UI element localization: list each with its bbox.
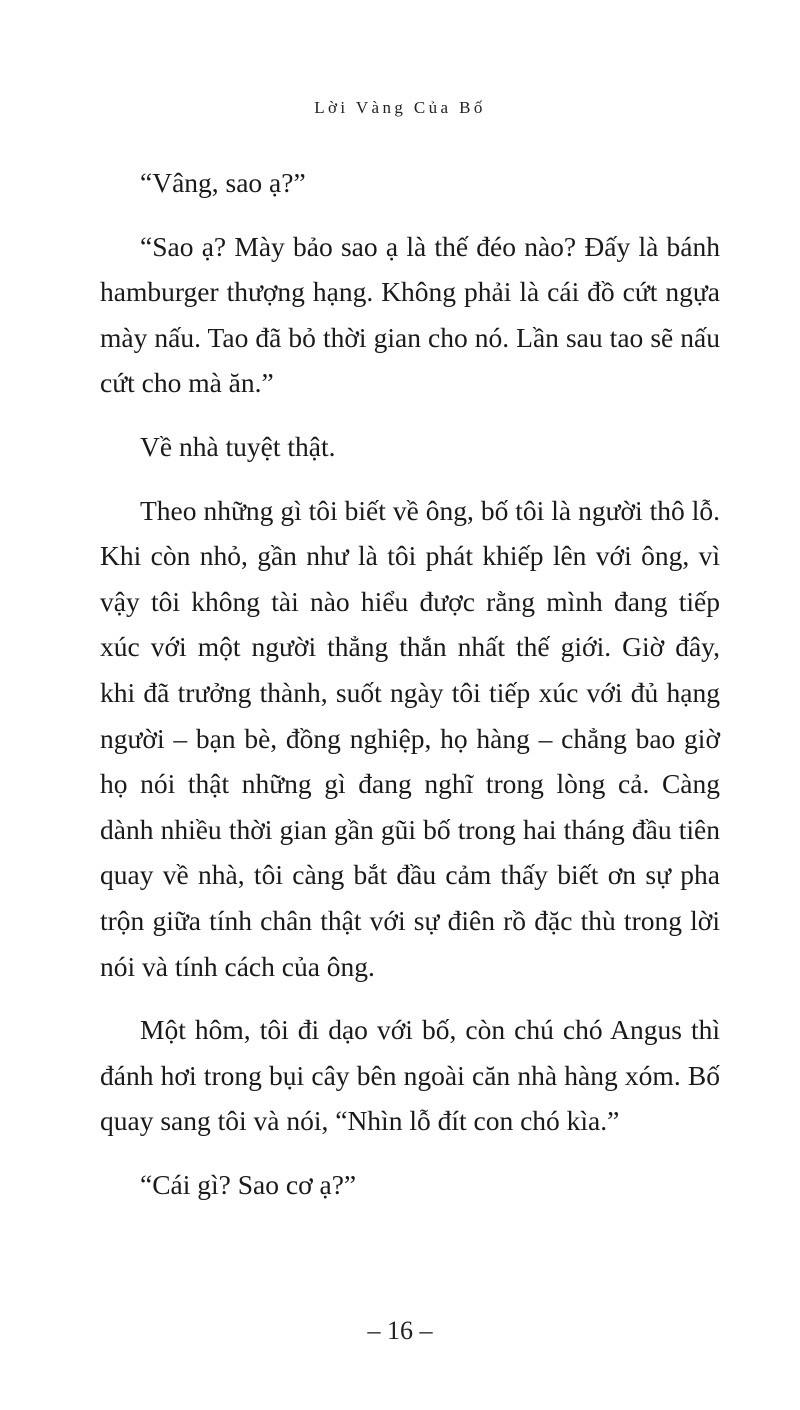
body-text: [100, 160, 720, 1225]
paragraph-3: Về nhà tuyệt thật.: [140, 430, 336, 462]
paragraph-1: “Vâng, sao ạ?”: [140, 167, 306, 198]
paragraph-4: Theo những gì tôi biết về ông, bố tôi là người thô lỗ. Khi còn nhỏ, gần như là tôi phát khiếp lên với ông, vì vậy tôi không tài nào hiểu được rằng mình đang tiếp xúc với một người thẳng thắn nhất thế giới. Giờ đây, khi đã trưởng thành, suốt ngày tôi tiếp xúc với đủ hạng người – bạn bè, đồng nghiệp, họ hàng – chẳng bao giờ họ nói thật những gì đang nghĩ trong lòng cả. Càng dành nhiều thời gian gần gũi bố trong hai tháng đầu tiên quay về nhà, tôi càng bắt đầu cảm thấy biết ơn sự pha trộn giữa tính chân thật với sự điên rồ đặc thù trong lời nói và tính cách của ông.: [100, 494, 720, 982]
running-header: Lời Vàng Của Bố: [314, 98, 486, 117]
paragraph-2: “Sao ạ? Mày bảo sao ạ là thế đéo nào? Đấy là bánh hamburger thượng hạng. Không phải là cái đồ cứt ngựa mày nấu. Tao đã bỏ thời gian cho nó. Lần sau tao sẽ nấu cứt cho mà ăn.”: [100, 230, 720, 399]
paragraph-5: Một hôm, tôi đi dạo với bố, còn chú chó Angus thì đánh hơi trong bụi cây bên ngoài căn nhà hàng xóm. Bố quay sang tôi và nói, “Nhìn lỗ đít con chó kìa.”: [100, 1014, 720, 1137]
page-number: – 16 –: [367, 1316, 433, 1345]
paragraph-6: “Cái gì? Sao cơ ạ?”: [140, 1168, 357, 1200]
